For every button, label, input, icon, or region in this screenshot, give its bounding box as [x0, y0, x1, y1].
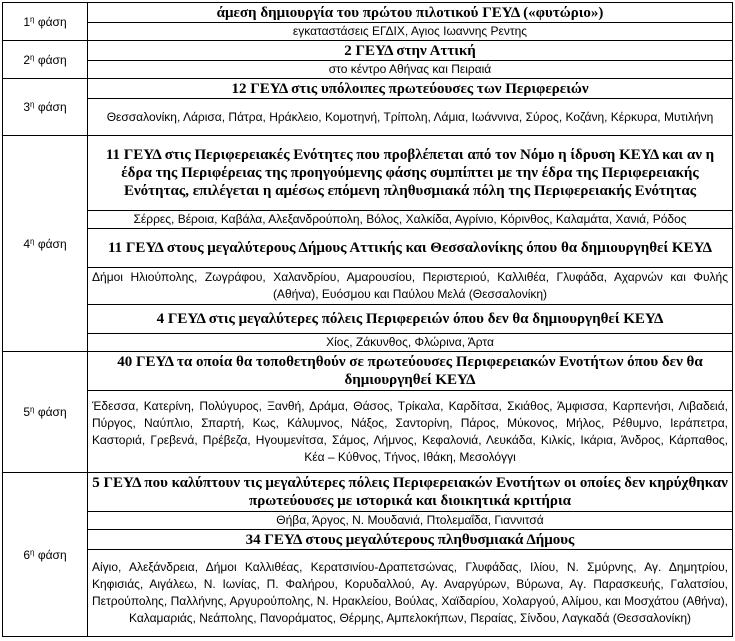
phase-3-heading-row — [3, 79, 733, 99]
phase-4-label: $4^\eta$ φάση — [3, 136, 88, 352]
phase-1-locations-row — [3, 23, 733, 41]
phase-4-locations-3-row — [3, 334, 733, 352]
phase-3-heading: 12 ΓΕΥΔ στις υπόλοιπες πρωτεύουσες των Περιφερειών — [88, 79, 733, 99]
phase-2-locations-row — [3, 61, 733, 79]
phase-4-locations-2-row — [3, 268, 733, 305]
phase-6-locations-1: Θήβα, Άργος, Ν. Μουδανιά, Πτολεμαΐδα, Γιαννιτσά — [88, 512, 733, 530]
phase-6-label: $6^\eta$ φάση — [3, 473, 88, 637]
phase-5-locations: Έδεσσα, Κατερίνη, Πολύγυρος, Ξανθή, Δράμα, Θάσος, Τρίκαλα, Καρδίτσα, Σκιάθος, Άμφισσα, Καρπενήσι, Λιβαδειά, Πύργος, Ναύπλιο, Σπαρτή, Κως, Κάλυμνος, Νάξος, Σαντορίνη, Πάρος, Μύκονος, Μήλος, Ρέθυμνο, Ιεράπετρα, Καστοριά, Γρεβενά, Πρέβεζα, Ηγουμενίτσα, Σάμος, Λήμνος, Κεφαλονιά, Λευκάδα, Κιλκίς, Ικάρια, Άνδρος, Κάρπαθος, Κέα – Κύθνος, Τήνος, Ιθάκη, Μεσολόγγι — [88, 391, 733, 473]
phase-6-heading-2-row — [3, 530, 733, 550]
deployment-phases-table — [2, 2, 733, 637]
phase-5-label: $5^\eta$ φάση — [3, 352, 88, 473]
phase-5-heading-row — [3, 352, 733, 391]
phase-6-heading-1-row — [3, 473, 733, 512]
phase-5-locations-row — [3, 391, 733, 473]
phase-2-label: $2^\eta$ φάση — [3, 41, 88, 79]
phase-2-heading: 2 ΓΕΥΔ στην Αττική — [88, 41, 733, 61]
phase-6-heading-1: 5 ΓΕΥΔ που καλύπτουν τις μεγαλύτερες πόλεις Περιφερειακών Ενοτήτων οι οποίες δεν κηρύχθηκαν πρωτεύουσες με ιστορικά και διοικητικά κριτήρια — [88, 473, 733, 512]
phase-1-locations: εγκαταστάσεις ΕΓΔΙΧ, Αγιος Ιωαννης Ρεντης — [88, 23, 733, 41]
phase-4-heading-1-row — [3, 136, 733, 211]
phase-3-locations-row — [3, 99, 733, 136]
phase-2-locations: στο κέντρο Αθήνας και Πειραιά — [88, 61, 733, 79]
phase-6-locations-2-row — [3, 550, 733, 637]
phase-4-locations-3: Χίος, Ζάκυνθος, Φλώρινα, Άρτα — [88, 334, 733, 352]
phase-2-heading-row — [3, 41, 733, 61]
phase-4-heading-2-row — [3, 229, 733, 268]
phase-3-locations: Θεσσαλονίκη, Λάρισα, Πάτρα, Ηράκλειο, Κομοτηνή, Τρίπολη, Λάμια, Ιωάννινα, Σύρος, Κοζάνη, Κέρκυρα, Μυτιλήνη — [88, 99, 733, 136]
phase-6-heading-2: 34 ΓΕΥΔ στους μεγαλύτερους πληθυσμιακά Δήμους — [88, 530, 733, 550]
phase-4-heading-3: 4 ΓΕΥΔ στις μεγαλύτερες πόλεις Περιφερειών όπου δεν θα δημιουργηθεί ΚΕΥΔ — [88, 305, 733, 334]
phase-4-locations-1: Σέρρες, Βέροια, Καβάλα, Αλεξανδρούπολη, Βόλος, Χαλκίδα, Αγρίνιο, Κόρινθος, Καλαμάτα, Χανιά, Ρόδος — [88, 211, 733, 229]
phase-1-heading-row — [3, 3, 733, 23]
phase-4-locations-2: Δήμοι Ηλιούπολης, Ζωγράφου, Χαλανδρίου, Αμαρουσίου, Περιστεριού, Καλλιθέα, Γλυφάδα, Αχαρνών και Φυλής (Αθήνα), Ευόσμου και Παύλου Μελά (Θεσσαλονίκη) — [88, 268, 733, 305]
phase-4-heading-3-row — [3, 305, 733, 334]
phase-6-locations-1-row — [3, 512, 733, 530]
phase-1-label: $1^\eta$ φάση — [3, 3, 88, 41]
phase-6-locations-2: Αίγιο, Αλεξάνδρεια, Δήμοι Καλλιθέας, Κερατσινίου-Δραπετσώνας, Γλυφάδας, Ιλίου, Ν. Σμύρνης, Αγ. Δημητρίου, Κηφισιάς, Αιγάλεω, Ν. Ιωνίας, Π. Φαλήρου, Κορυδαλλού, Αγ. Αναργύρων, Βύρωνα, Αγ. Παρασκευής, Γαλατσίου, Πετρούπολης, Παλλήνης, Αργυρούπολης, Ν. Ηρακλείου, Βούλας, Χαϊδαρίου, Χολαργού, Αλίμου, και Μοσχάτου (Αθήνα), Καλαμαριάς, Νεάπολης, Πανοράματος, Θέρμης, Αμπελοκήπων, Περαίας, Σίνδου, Λαγκαδά (Θεσσαλονίκη) — [88, 550, 733, 637]
phase-5-heading: 40 ΓΕΥΔ τα οποία θα τοποθετηθούν σε πρωτεύουσες Περιφερειακών Ενοτήτων όπου δεν θα δημιουργηθεί ΚΕΥΔ — [88, 352, 733, 391]
phase-4-heading-1: 11 ΓΕΥΔ στις Περιφερειακές Ενότητες που προβλέπεται από τον Νόμο η ίδρυση ΚΕΥΔ και αν η έδρα της Περιφέρειας της προηγούμενης φάσης συμπίπτει με την έδρα της Περιφερειακής Ενότητας, επιλέγεται η αμέσως επόμενη πληθυσμιακά πόλη της Περιφερειακής Ενότητας — [88, 136, 733, 211]
phase-3-label: $3^\eta$ φάση — [3, 79, 88, 136]
phase-4-locations-1-row — [3, 211, 733, 229]
phase-1-heading: άμεση δημιουργία του πρώτου πιλοτικού ΓΕΥΔ («φυτώριο») — [88, 3, 733, 23]
phase-4-heading-2: 11 ΓΕΥΔ στους μεγαλύτερους Δήμους Αττικής και Θεσσαλονίκης όπου θα δημιουργηθεί ΚΕΥΔ — [88, 229, 733, 268]
